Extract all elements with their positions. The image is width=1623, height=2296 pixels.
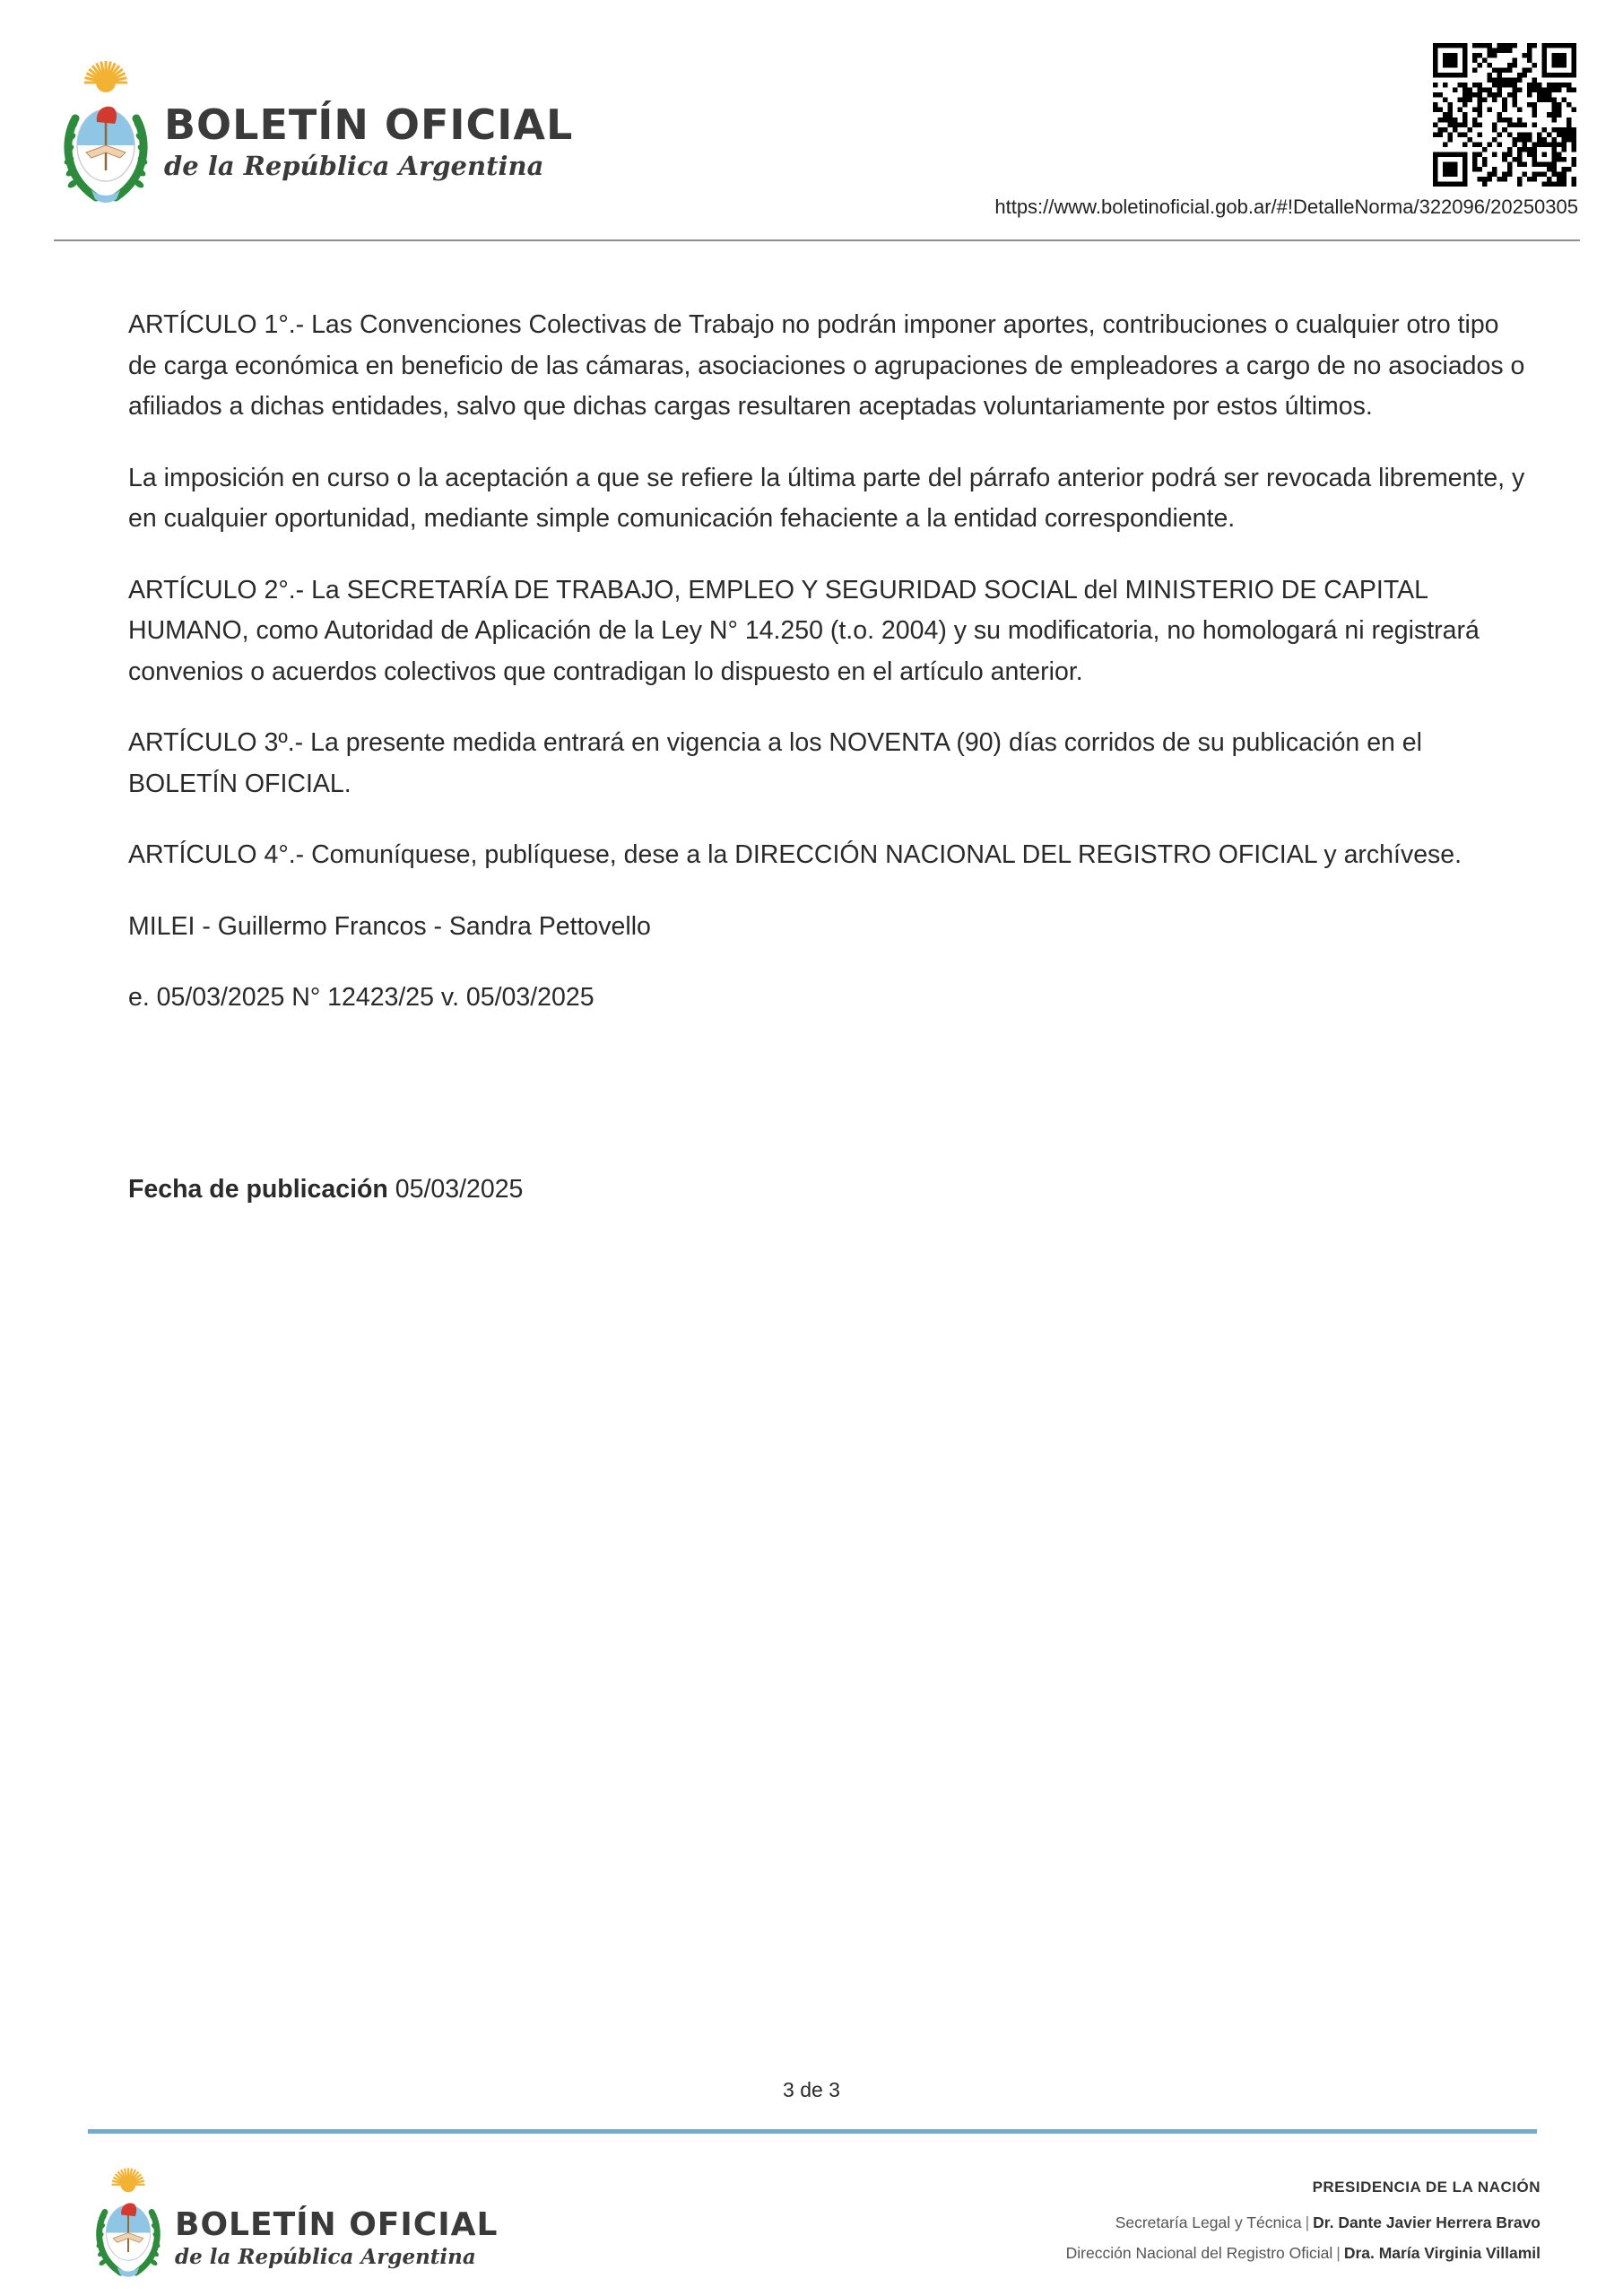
- page-number: 3 de 3: [783, 2078, 840, 2101]
- header-divider: [54, 239, 1580, 241]
- credit-org-2: Dirección Nacional del Registro Oficial: [1065, 2244, 1333, 2262]
- article-2-paragraph: ARTÍCULO 2°.- La SECRETARÍA DE TRABAJO, EMPLEO Y SEGURIDAD SOCIAL del MINISTERIO DE CAPITAL HUMANO, como Autoridad de Aplicación de la Ley N° 14.250 (t.o. 2004) y su modificatoria, no homologará ni registrará convenios o acuerdos colectivos que contradigan lo dispuesto en el artículo anterior.: [128, 575, 1480, 686]
- article-1-paragraph: ARTÍCULO 1°.- Las Convenciones Colectivas de Trabajo no podrán imponer aportes, contribuciones o cualquier otro tipo de carga económica en beneficio de las cámaras, asociaciones o agrupaciones de empleadores a cargo de no asociados o afiliados a dichas entidades, salvo que dichas cargas resultaren aceptadas voluntariamente por estos últimos.: [128, 310, 1525, 421]
- header-logo-title: BOLETÍN OFICIAL: [164, 100, 574, 149]
- footer-logo-subtitle: de la República Argentina: [175, 2245, 476, 2269]
- qr-code-icon: [1433, 43, 1576, 187]
- credit-person-1: Dr. Dante Javier Herrera Bravo: [1313, 2213, 1541, 2231]
- document-url[interactable]: https://www.boletinoficial.gob.ar/#!DetalleNorma/322096/20250305: [994, 196, 1578, 218]
- publication-date-label: Fecha de publicación: [128, 1175, 388, 1204]
- footer-credit-line-1: Secretaría Legal y Técnica | Dr. Dante Javier Herrera Bravo: [1115, 2213, 1541, 2231]
- article-4-paragraph: ARTÍCULO 4°.- Comuníquese, publíquese, dese a la DIRECCIÓN NACIONAL DEL REGISTRO OFICIAL y archívese.: [128, 840, 1462, 869]
- credit-person-2: Dra. María Virginia Villamil: [1343, 2244, 1541, 2262]
- footer-divider: [88, 2129, 1537, 2134]
- footer-credit-line-2: Dirección Nacional del Registro Oficial | Dra. María Virginia Villamil: [1065, 2244, 1541, 2262]
- edition-reference: e. 05/03/2025 N° 12423/25 v. 05/03/2025: [128, 983, 595, 1012]
- footer-coat-of-arms-icon: [90, 2163, 167, 2282]
- publication-date-line: [128, 1175, 523, 1205]
- publication-date-value: 05/03/2025: [395, 1175, 524, 1204]
- credit-org-1: Secretaría Legal y Técnica: [1115, 2213, 1302, 2231]
- document-body: [128, 305, 1527, 1049]
- header-coat-of-arms-icon: [56, 56, 156, 208]
- article-1-second-paragraph: La imposición en curso o la aceptación a que se refiere la última parte del párrafo anterior podrá ser revocada libremente, y en cualquier oportunidad, mediante simple comunicación fehaciente a la entidad correspondiente.: [128, 463, 1525, 533]
- presidency-label: PRESIDENCIA DE LA NACIÓN: [1312, 2179, 1541, 2196]
- header-logo-subtitle: de la República Argentina: [164, 151, 544, 181]
- article-3-paragraph: ARTÍCULO 3º.- La presente medida entrará en vigencia a los NOVENTA (90) días corridos de su publicación en el BOLETÍN OFICIAL.: [128, 728, 1422, 798]
- signatories: MILEI - Guillermo Francos - Sandra Pettovello: [128, 911, 651, 941]
- footer-logo-title: BOLETÍN OFICIAL: [175, 2206, 499, 2243]
